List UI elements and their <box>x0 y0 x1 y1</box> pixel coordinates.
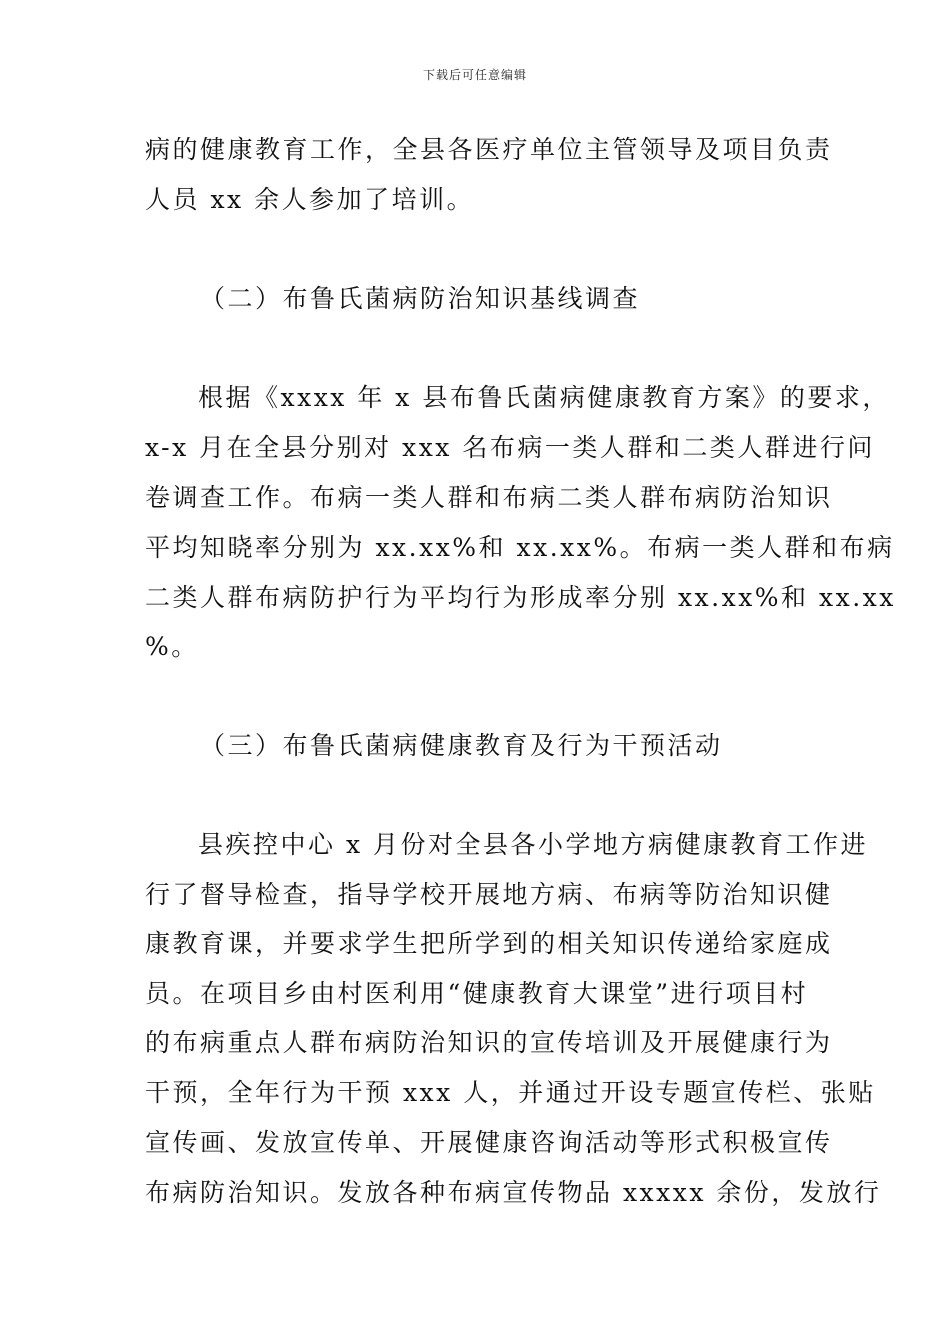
paragraph-line: 卷调查工作。布病一类人群和布病二类人群布病防治知识 <box>145 483 833 512</box>
paragraph-line: 员。在项目乡由村医利用“健康教育大课堂”进行项目村 <box>145 979 809 1008</box>
paragraph-line: x-x 月在全县分别对 xxx 名布病一类人群和二类人群进行问 <box>145 433 875 462</box>
paragraph-line: 宣传画、发放宣传单、开展健康咨询活动等形式积极宣传 <box>145 1128 833 1157</box>
paragraph-line: 平均知晓率分别为 xx.xx%和 xx.xx%。布病一类人群和布病 <box>145 533 895 562</box>
paragraph-line: 行了督导检查，指导学校开展地方病、布病等防治知识健 <box>145 880 833 909</box>
paragraph-line: 布病防治知识。发放各种布病宣传物品 xxxxx 余份，发放行 <box>145 1178 882 1207</box>
section-heading: （二）布鲁氏菌病防治知识基线调查 <box>200 284 641 313</box>
paragraph-line: 病的健康教育工作，全县各医疗单位主管领导及项目负责 <box>145 135 833 164</box>
paragraph-line: %。 <box>145 632 199 661</box>
page-header: 下载后可任意编辑 <box>422 68 527 82</box>
paragraph-line: 干预，全年行为干预 xxx 人，并通过开设专题宣传栏、张贴 <box>145 1078 876 1107</box>
paragraph-line: 的布病重点人群布病防治知识的宣传培训及开展健康行为 <box>145 1028 833 1057</box>
section-heading: （三）布鲁氏菌病健康教育及行为干预活动 <box>200 731 723 760</box>
paragraph-line: 人员 xx 余人参加了培训。 <box>145 185 475 214</box>
paragraph-line: 康教育课，并要求学生把所学到的相关知识传递给家庭成 <box>145 929 833 958</box>
paragraph-line: 县疾控中心 x 月份对全县各小学地方病健康教育工作进 <box>198 830 868 859</box>
paragraph-line: 二类人群布病防护行为平均行为形成率分别 xx.xx%和 xx.xx <box>145 583 896 612</box>
paragraph-line: 根据《xxxx 年 x 县布鲁氏菌病健康教育方案》的要求， <box>198 383 890 412</box>
